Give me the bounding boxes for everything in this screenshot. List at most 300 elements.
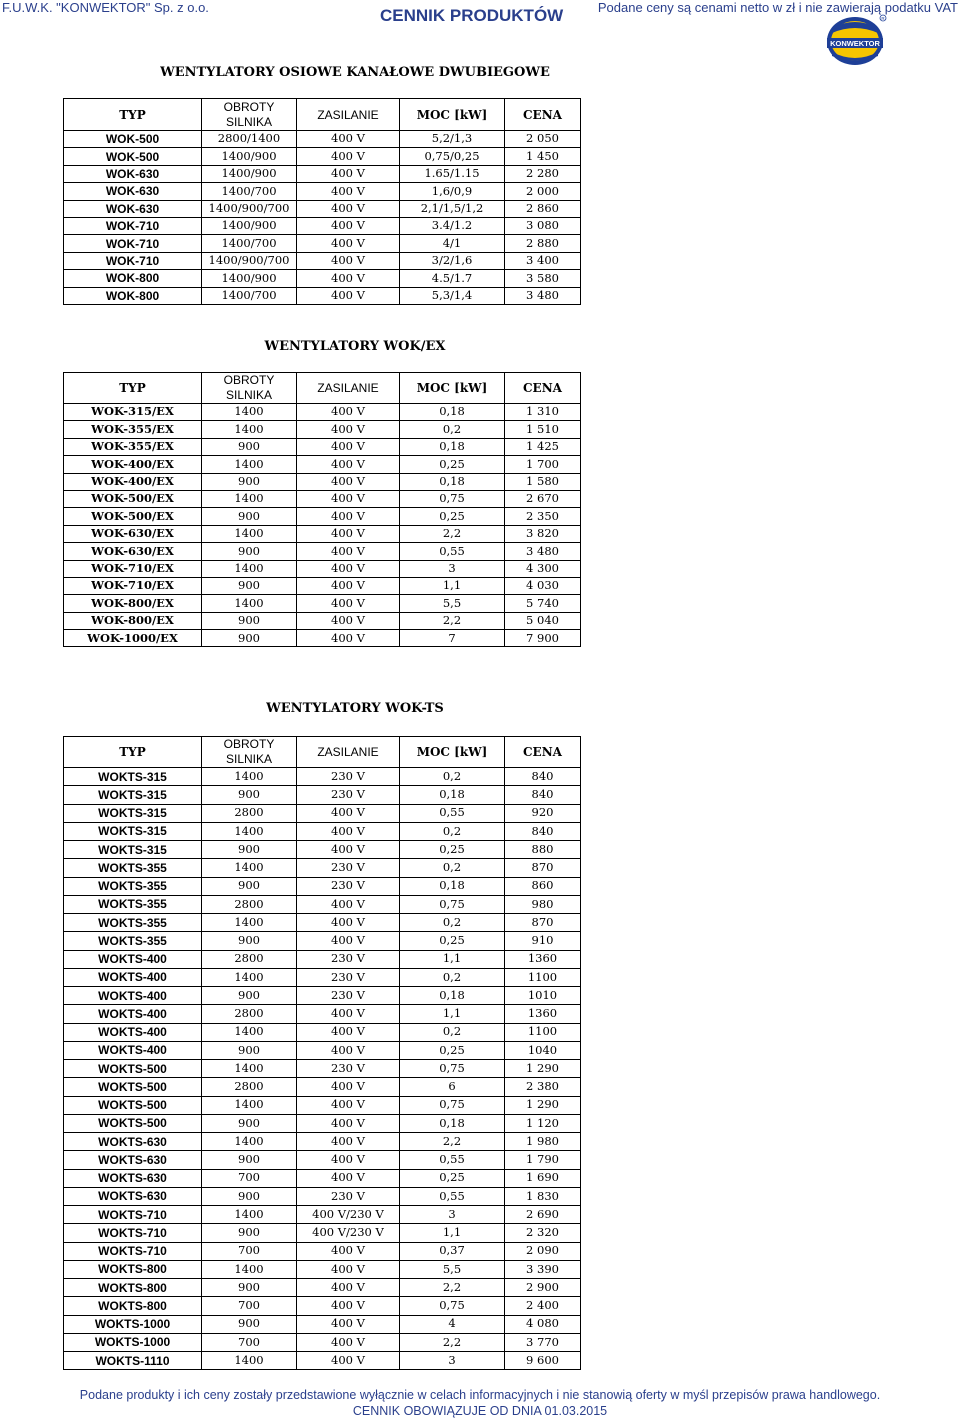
- cell-cena: 1100: [505, 968, 581, 986]
- col-header-cena: CENA: [505, 373, 581, 404]
- col-header-obroty: [202, 373, 297, 404]
- cell-typ: WOK-500/EX: [64, 508, 202, 525]
- table-row: [64, 1242, 581, 1260]
- cell-typ: WOK-355/EX: [64, 438, 202, 455]
- cell-zasilanie: 230 V: [297, 1060, 400, 1078]
- cell-typ: WOKTS-1110: [64, 1352, 202, 1370]
- cell-typ: WOK-710: [64, 217, 202, 234]
- cell-moc: 0,18: [400, 473, 505, 490]
- cell-zasilanie: 400 V/230 V: [297, 1206, 400, 1224]
- table-row: [64, 1352, 581, 1370]
- cell-moc: 0,25: [400, 841, 505, 859]
- cell-obroty: 900: [202, 508, 297, 525]
- cell-moc: 7: [400, 630, 505, 647]
- col-header-moc: MOC [kW]: [400, 737, 505, 768]
- table-row: [64, 1260, 581, 1278]
- cell-cena: 980: [505, 895, 581, 913]
- col-header-obroty-line2: SILNIKA: [225, 752, 273, 766]
- table-row: [64, 270, 581, 287]
- cell-typ: WOKTS-400: [64, 1023, 202, 1041]
- col-header-typ: TYP: [64, 737, 202, 768]
- cell-zasilanie: 400 V: [297, 822, 400, 840]
- table-row: [64, 950, 581, 968]
- cell-moc: 0,18: [400, 786, 505, 804]
- cell-zasilanie: 400 V: [297, 1096, 400, 1114]
- table-row: [64, 183, 581, 200]
- cell-typ: WOK-630: [64, 183, 202, 200]
- cell-moc: 2,2: [400, 1333, 505, 1351]
- cell-obroty: 1400/900: [202, 217, 297, 234]
- page-title: CENNIK PRODUKTÓW: [380, 6, 564, 25]
- cell-obroty: 1400: [202, 404, 297, 421]
- cell-moc: 0,55: [400, 543, 505, 560]
- price-table-wok-dwubiegowe: [63, 98, 581, 305]
- cell-cena: 2 690: [505, 1206, 581, 1224]
- cell-typ: WOKTS-355: [64, 932, 202, 950]
- cell-cena: 3 770: [505, 1333, 581, 1351]
- cell-zasilanie: 400 V: [297, 183, 400, 200]
- cell-typ: WOK-800/EX: [64, 612, 202, 629]
- cell-cena: 1010: [505, 987, 581, 1005]
- cell-obroty: 1400/700: [202, 183, 297, 200]
- company-name: F.U.W.K. "KONWEKTOR" Sp. z o.o.: [2, 0, 209, 15]
- col-header-zasilanie: ZASILANIE: [297, 737, 400, 768]
- cell-moc: 5,3/1,4: [400, 287, 505, 304]
- table-row: [64, 859, 581, 877]
- table-row: [64, 456, 581, 473]
- cell-typ: WOKTS-630: [64, 1169, 202, 1187]
- header-row: [64, 737, 581, 768]
- cell-moc: 5,5: [400, 1260, 505, 1278]
- cell-zasilanie: 400 V: [297, 595, 400, 612]
- table-row: [64, 543, 581, 560]
- section-title-wok-ts: WENTYLATORY WOK-TS: [266, 701, 444, 716]
- table-row: [64, 148, 581, 165]
- cell-zasilanie: 400 V: [297, 1297, 400, 1315]
- table-row: [64, 987, 581, 1005]
- cell-typ: WOK-630/EX: [64, 543, 202, 560]
- cell-moc: 1,1: [400, 950, 505, 968]
- cell-obroty: 900: [202, 630, 297, 647]
- col-header-obroty-line1: OBROTY: [223, 373, 275, 387]
- cell-typ: WOKTS-710: [64, 1206, 202, 1224]
- cell-cena: 2 000: [505, 183, 581, 200]
- table-row: [64, 932, 581, 950]
- cell-zasilanie: 400 V: [297, 1279, 400, 1297]
- cell-moc: 1,1: [400, 577, 505, 594]
- cell-typ: WOKTS-400: [64, 987, 202, 1005]
- table-row: [64, 577, 581, 594]
- table-row: [64, 438, 581, 455]
- table-row: [64, 490, 581, 507]
- cell-obroty: 1400: [202, 525, 297, 542]
- cell-zasilanie: 400 V: [297, 1133, 400, 1151]
- cell-typ: WOKTS-315: [64, 841, 202, 859]
- cell-typ: WOK-400/EX: [64, 473, 202, 490]
- cell-obroty: 1400: [202, 768, 297, 786]
- cell-typ: WOKTS-500: [64, 1096, 202, 1114]
- cell-cena: 2 090: [505, 1242, 581, 1260]
- col-header-cena: CENA: [505, 99, 581, 131]
- cell-moc: 4: [400, 1315, 505, 1333]
- table-row: [64, 1096, 581, 1114]
- cell-obroty: 1400: [202, 1023, 297, 1041]
- table-row: [64, 612, 581, 629]
- cell-obroty: 1400: [202, 859, 297, 877]
- cell-zasilanie: 400 V: [297, 287, 400, 304]
- cell-cena: 1 790: [505, 1151, 581, 1169]
- table-row: [64, 630, 581, 647]
- cell-zasilanie: 400 V: [297, 630, 400, 647]
- cell-cena: 840: [505, 768, 581, 786]
- cell-obroty: 1400: [202, 595, 297, 612]
- cell-moc: 0,55: [400, 1187, 505, 1205]
- table-row: [64, 200, 581, 217]
- cell-obroty: 900: [202, 1151, 297, 1169]
- cell-cena: 2 670: [505, 490, 581, 507]
- cell-moc: 0,18: [400, 877, 505, 895]
- cell-cena: 1 510: [505, 421, 581, 438]
- cell-cena: 1 290: [505, 1096, 581, 1114]
- cell-cena: 2 280: [505, 165, 581, 182]
- cell-zasilanie: 400 V: [297, 438, 400, 455]
- cell-obroty: 900: [202, 841, 297, 859]
- table-body: [64, 768, 581, 1370]
- cell-cena: 4 080: [505, 1315, 581, 1333]
- cell-cena: 2 880: [505, 235, 581, 252]
- cell-typ: WOKTS-315: [64, 786, 202, 804]
- table-row: [64, 1279, 581, 1297]
- cell-zasilanie: 230 V: [297, 950, 400, 968]
- cell-obroty: 900: [202, 1224, 297, 1242]
- cell-obroty: 900: [202, 612, 297, 629]
- cell-obroty: 1400: [202, 1060, 297, 1078]
- table-row: [64, 822, 581, 840]
- cell-obroty: 1400: [202, 421, 297, 438]
- col-header-obroty: [202, 99, 297, 131]
- cell-cena: 2 860: [505, 200, 581, 217]
- cell-obroty: 900: [202, 577, 297, 594]
- cell-obroty: 900: [202, 1187, 297, 1205]
- cell-moc: 2,1/1,5/1,2: [400, 200, 505, 217]
- table-row: [64, 1224, 581, 1242]
- cell-zasilanie: 400 V: [297, 1041, 400, 1059]
- cell-obroty: 900: [202, 438, 297, 455]
- cell-moc: 5,2/1,3: [400, 131, 505, 148]
- cell-moc: 0,18: [400, 438, 505, 455]
- cell-obroty: 2800: [202, 895, 297, 913]
- table-row: [64, 1187, 581, 1205]
- cell-moc: 0,18: [400, 404, 505, 421]
- cell-cena: 3 390: [505, 1260, 581, 1278]
- col-header-obroty-line1: OBROTY: [223, 737, 275, 751]
- cell-moc: 0,2: [400, 768, 505, 786]
- table-row: [64, 804, 581, 822]
- col-header-cena: CENA: [505, 737, 581, 768]
- cell-moc: 0,2: [400, 822, 505, 840]
- col-header-obroty: [202, 737, 297, 768]
- cell-typ: WOK-630: [64, 165, 202, 182]
- cell-zasilanie: 230 V: [297, 859, 400, 877]
- cell-cena: 920: [505, 804, 581, 822]
- cell-cena: 1 700: [505, 456, 581, 473]
- cell-obroty: 700: [202, 1169, 297, 1187]
- col-header-zasilanie: ZASILANIE: [297, 373, 400, 404]
- cell-obroty: 1400: [202, 560, 297, 577]
- cell-typ: WOKTS-400: [64, 1005, 202, 1023]
- cell-moc: 0,75: [400, 895, 505, 913]
- col-header-typ: TYP: [64, 99, 202, 131]
- cell-cena: 5 040: [505, 612, 581, 629]
- cell-moc: 0,25: [400, 1041, 505, 1059]
- cell-obroty: 900: [202, 786, 297, 804]
- cell-cena: 870: [505, 914, 581, 932]
- cell-moc: 0,18: [400, 987, 505, 1005]
- table-row: [64, 508, 581, 525]
- cell-obroty: 900: [202, 932, 297, 950]
- svg-text:KONWEKTOR: KONWEKTOR: [830, 39, 880, 48]
- col-header-moc: MOC [kW]: [400, 373, 505, 404]
- col-header-obroty-line2: SILNIKA: [225, 114, 273, 129]
- cell-moc: 0,75: [400, 1297, 505, 1315]
- cell-cena: 2 050: [505, 131, 581, 148]
- cell-obroty: 1400/900: [202, 148, 297, 165]
- cell-moc: 3: [400, 560, 505, 577]
- cell-zasilanie: 400 V: [297, 1333, 400, 1351]
- svg-text:R: R: [881, 16, 885, 21]
- cell-zasilanie: 400 V: [297, 1023, 400, 1041]
- cell-typ: WOKTS-315: [64, 804, 202, 822]
- cell-typ: WOKTS-355: [64, 859, 202, 877]
- table-row: [64, 768, 581, 786]
- cell-zasilanie: 400 V: [297, 543, 400, 560]
- cell-moc: 3: [400, 1206, 505, 1224]
- cell-cena: 880: [505, 841, 581, 859]
- cell-moc: 0,2: [400, 1023, 505, 1041]
- cell-moc: 0,2: [400, 859, 505, 877]
- col-header-zasilanie: ZASILANIE: [297, 99, 400, 131]
- cell-moc: 0,18: [400, 1114, 505, 1132]
- cell-moc: 0,2: [400, 914, 505, 932]
- cell-zasilanie: 400 V: [297, 560, 400, 577]
- cell-moc: 0,25: [400, 508, 505, 525]
- cell-obroty: 1400: [202, 822, 297, 840]
- cell-cena: 1040: [505, 1041, 581, 1059]
- table-row: [64, 1315, 581, 1333]
- cell-zasilanie: 400 V: [297, 217, 400, 234]
- cell-cena: 860: [505, 877, 581, 895]
- cell-moc: 4/1: [400, 235, 505, 252]
- cell-typ: WOKTS-710: [64, 1224, 202, 1242]
- cell-cena: 1 310: [505, 404, 581, 421]
- cell-cena: 2 380: [505, 1078, 581, 1096]
- cell-zasilanie: 400 V: [297, 1242, 400, 1260]
- section-title-wok-dwubiegowe: WENTYLATORY OSIOWE KANAŁOWE DWUBIEGOWE: [160, 65, 550, 80]
- cell-zasilanie: 400 V: [297, 456, 400, 473]
- cell-obroty: 1400: [202, 1260, 297, 1278]
- cell-moc: 0,2: [400, 968, 505, 986]
- cell-typ: WOKTS-630: [64, 1151, 202, 1169]
- cell-obroty: 900: [202, 987, 297, 1005]
- cell-cena: 1 450: [505, 148, 581, 165]
- table-row: [64, 841, 581, 859]
- cell-obroty: 900: [202, 1315, 297, 1333]
- table-header: [64, 373, 581, 404]
- cell-moc: 0,75: [400, 490, 505, 507]
- cell-cena: 5 740: [505, 595, 581, 612]
- cell-cena: 9 600: [505, 1352, 581, 1370]
- cell-obroty: 900: [202, 473, 297, 490]
- cell-typ: WOKTS-1000: [64, 1315, 202, 1333]
- col-header-obroty-line1: OBROTY: [223, 99, 275, 114]
- cell-zasilanie: 400 V/230 V: [297, 1224, 400, 1242]
- cell-obroty: 2800: [202, 950, 297, 968]
- cell-moc: 0,25: [400, 456, 505, 473]
- cell-moc: 0,25: [400, 1169, 505, 1187]
- cell-moc: 1,1: [400, 1224, 505, 1242]
- cell-zasilanie: 400 V: [297, 252, 400, 269]
- cell-typ: WOK-710: [64, 235, 202, 252]
- cell-obroty: 1400/700: [202, 235, 297, 252]
- cell-cena: 1 120: [505, 1114, 581, 1132]
- table-row: [64, 525, 581, 542]
- cell-cena: 1 980: [505, 1133, 581, 1151]
- cell-obroty: 1400: [202, 914, 297, 932]
- cell-moc: 2,2: [400, 1279, 505, 1297]
- cell-typ: WOKTS-400: [64, 968, 202, 986]
- cell-moc: 4.5/1.7: [400, 270, 505, 287]
- cell-cena: 2 400: [505, 1297, 581, 1315]
- cell-zasilanie: 400 V: [297, 1114, 400, 1132]
- cell-zasilanie: 400 V: [297, 577, 400, 594]
- price-table-wok-ts: [63, 736, 581, 1370]
- cell-cena: 840: [505, 822, 581, 840]
- cell-moc: 0,75/0,25: [400, 148, 505, 165]
- cell-zasilanie: 230 V: [297, 1187, 400, 1205]
- cell-zasilanie: 230 V: [297, 786, 400, 804]
- cell-typ: WOKTS-500: [64, 1114, 202, 1132]
- table-row: [64, 1151, 581, 1169]
- cell-typ: WOKTS-800: [64, 1279, 202, 1297]
- cell-moc: 3: [400, 1352, 505, 1370]
- cell-cena: 3 580: [505, 270, 581, 287]
- cell-cena: 1360: [505, 1005, 581, 1023]
- cell-typ: WOK-500: [64, 148, 202, 165]
- cell-typ: WOKTS-500: [64, 1060, 202, 1078]
- cell-moc: 0,25: [400, 932, 505, 950]
- cell-typ: WOKTS-400: [64, 950, 202, 968]
- col-header-obroty-line2: SILNIKA: [225, 388, 273, 402]
- cell-zasilanie: 400 V: [297, 404, 400, 421]
- table-row: [64, 1206, 581, 1224]
- cell-zasilanie: 400 V: [297, 421, 400, 438]
- cell-cena: 3 080: [505, 217, 581, 234]
- cell-zasilanie: 400 V: [297, 508, 400, 525]
- cell-moc: 5,5: [400, 595, 505, 612]
- cell-zasilanie: 400 V: [297, 165, 400, 182]
- cell-typ: WOKTS-630: [64, 1133, 202, 1151]
- table-header: [64, 99, 581, 131]
- cell-cena: 3 400: [505, 252, 581, 269]
- footer-disclaimer: Podane produkty i ich ceny zostały przedstawione wyłącznie w celach informacyjnych i nie stanowią oferty w myśl przepisów prawa handlowego.: [79, 1388, 881, 1402]
- cell-cena: 840: [505, 786, 581, 804]
- cell-cena: 2 900: [505, 1279, 581, 1297]
- table-row: [64, 1023, 581, 1041]
- cell-obroty: 900: [202, 1041, 297, 1059]
- cell-moc: 0,37: [400, 1242, 505, 1260]
- cell-zasilanie: 400 V: [297, 1005, 400, 1023]
- col-header-moc: MOC [kW]: [400, 99, 505, 131]
- header-row: [64, 99, 581, 131]
- cell-typ: WOK-630/EX: [64, 525, 202, 542]
- cell-obroty: 2800: [202, 1005, 297, 1023]
- table-row: [64, 421, 581, 438]
- cell-typ: WOK-400/EX: [64, 456, 202, 473]
- cell-obroty: 1400/900: [202, 270, 297, 287]
- cell-typ: WOK-800: [64, 270, 202, 287]
- cell-obroty: 700: [202, 1297, 297, 1315]
- table-row: [64, 1078, 581, 1096]
- cell-obroty: 900: [202, 1279, 297, 1297]
- cell-zasilanie: 230 V: [297, 768, 400, 786]
- table-row: [64, 1060, 581, 1078]
- cell-cena: 1 425: [505, 438, 581, 455]
- cell-moc: 2,2: [400, 525, 505, 542]
- cell-typ: WOKTS-315: [64, 768, 202, 786]
- cell-zasilanie: 230 V: [297, 987, 400, 1005]
- cell-zasilanie: 400 V: [297, 932, 400, 950]
- cell-cena: 4 030: [505, 577, 581, 594]
- cell-cena: 910: [505, 932, 581, 950]
- table-row: [64, 968, 581, 986]
- cell-cena: 2 350: [505, 508, 581, 525]
- cell-zasilanie: 400 V: [297, 841, 400, 859]
- cell-cena: 2 320: [505, 1224, 581, 1242]
- cell-obroty: 900: [202, 1114, 297, 1132]
- cell-zasilanie: 400 V: [297, 200, 400, 217]
- cell-obroty: 900: [202, 543, 297, 560]
- footer-valid-from: CENNIK OBOWIĄZUJE OD DNIA 01.03.2015: [352, 1404, 608, 1418]
- cell-cena: 1360: [505, 950, 581, 968]
- cell-cena: 870: [505, 859, 581, 877]
- cell-typ: WOK-315/EX: [64, 404, 202, 421]
- cell-cena: 4 300: [505, 560, 581, 577]
- table-row: [64, 165, 581, 182]
- cell-zasilanie: 400 V: [297, 235, 400, 252]
- cell-typ: WOKTS-710: [64, 1242, 202, 1260]
- cell-zasilanie: 400 V: [297, 612, 400, 629]
- table-row: [64, 877, 581, 895]
- cell-cena: 3 480: [505, 543, 581, 560]
- cell-zasilanie: 400 V: [297, 1260, 400, 1278]
- cell-cena: 1 830: [505, 1187, 581, 1205]
- cell-obroty: 1400/700: [202, 287, 297, 304]
- cell-typ: WOKTS-800: [64, 1260, 202, 1278]
- table-row: [64, 131, 581, 148]
- table-row: [64, 1333, 581, 1351]
- table-row: [64, 404, 581, 421]
- cell-moc: 2,2: [400, 1133, 505, 1151]
- cell-obroty: 1400/900/700: [202, 252, 297, 269]
- cell-typ: WOKTS-630: [64, 1187, 202, 1205]
- cell-zasilanie: 230 V: [297, 968, 400, 986]
- table-row: [64, 1114, 581, 1132]
- cell-cena: 1 290: [505, 1060, 581, 1078]
- price-table-wok-ex: [63, 372, 581, 647]
- cell-cena: 1100: [505, 1023, 581, 1041]
- cell-zasilanie: 400 V: [297, 148, 400, 165]
- cell-zasilanie: 230 V: [297, 877, 400, 895]
